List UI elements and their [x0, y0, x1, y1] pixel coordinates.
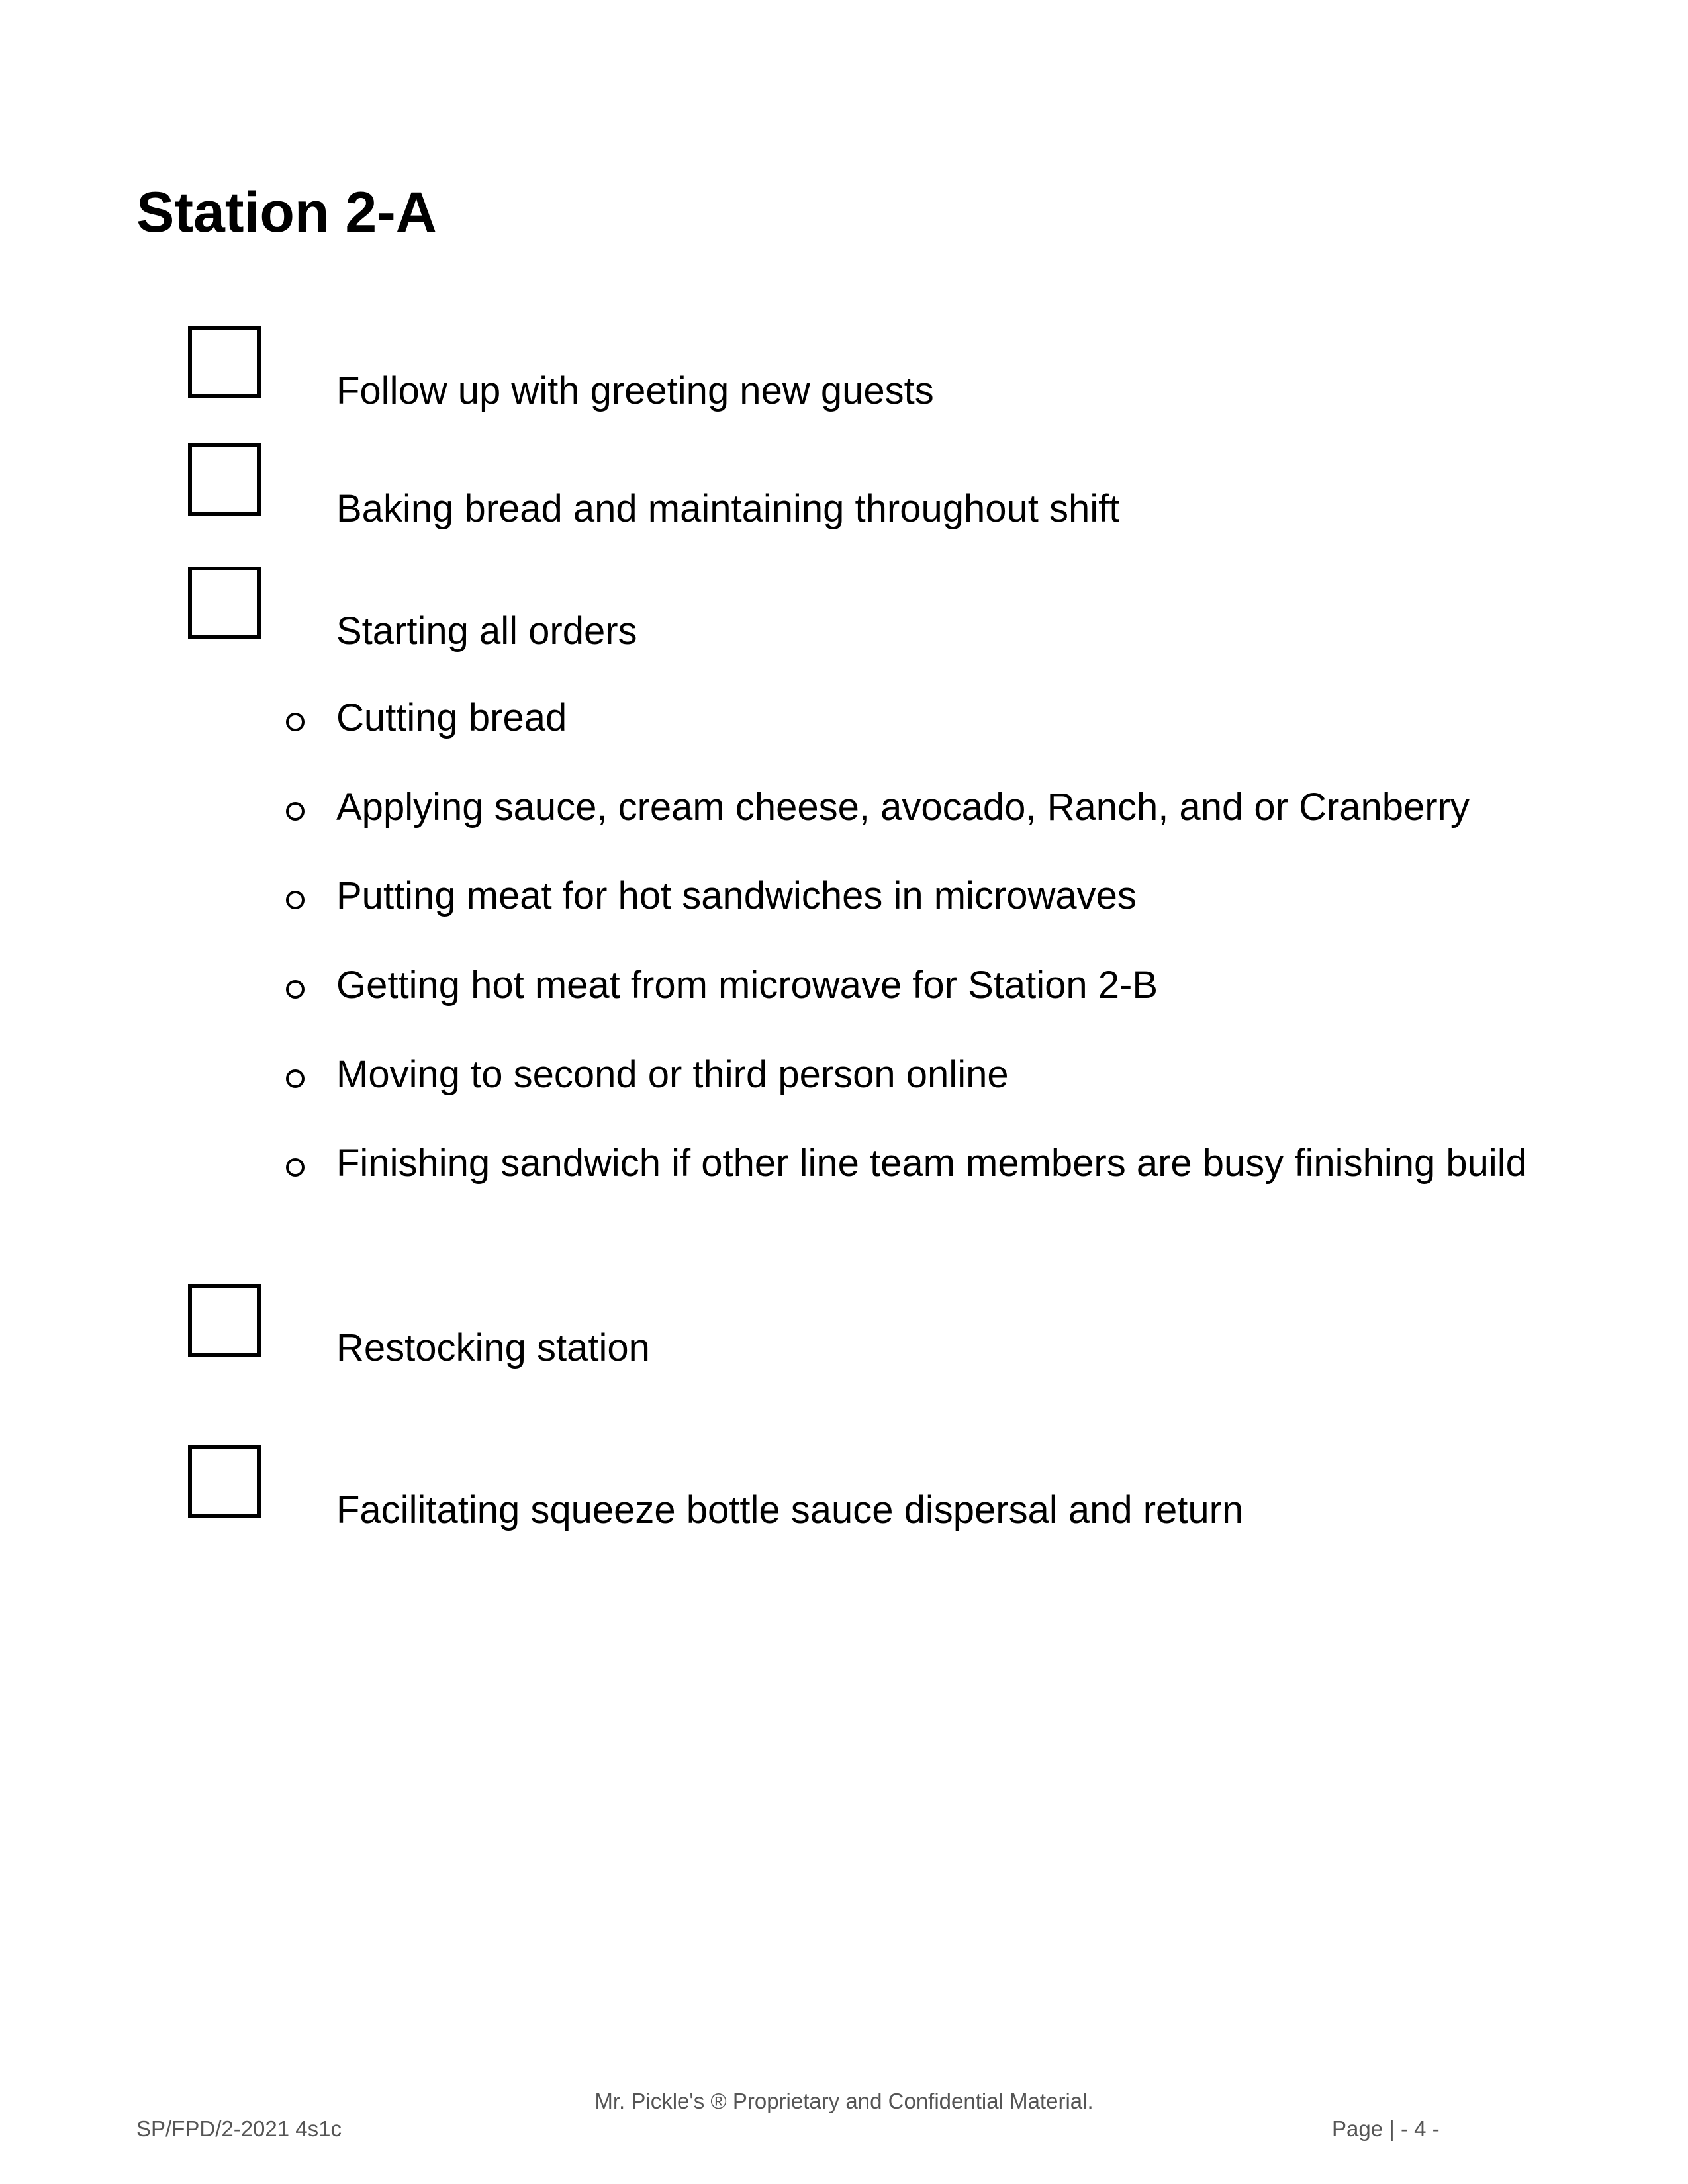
bullet-icon: [286, 713, 305, 731]
task-label-squeeze-bottle: Facilitating squeeze bottle sauce dispersal and return: [336, 1488, 1244, 1531]
task-checkbox-squeeze-bottle[interactable]: [188, 1445, 261, 1518]
bullet-icon: [286, 802, 305, 821]
task-checkbox-starting-orders[interactable]: [188, 567, 261, 639]
footer-confidential-notice: Mr. Pickle's ® Proprietary and Confidential Material.: [594, 2089, 1094, 2113]
task-checkbox-baking-bread[interactable]: [188, 443, 261, 516]
task-label-greeting: Follow up with greeting new guests: [336, 369, 934, 412]
task-checkbox-greeting[interactable]: [188, 326, 261, 398]
task-label-restocking: Restocking station: [336, 1326, 650, 1369]
page-title: Station 2-A: [136, 181, 437, 244]
bullet-icon: [286, 980, 305, 999]
footer-doc-code: SP/FPD/2-2021 4s1c: [136, 2116, 342, 2141]
bullet-icon: [286, 1158, 305, 1177]
subitem-applying-sauce: Applying sauce, cream cheese, avocado, Ranch, and or Cranberry: [336, 786, 1470, 829]
task-checkbox-restocking[interactable]: [188, 1284, 261, 1357]
bullet-icon: [286, 1069, 305, 1088]
bullet-icon: [286, 891, 305, 909]
footer-page-number: Page | - 4 -: [1332, 2116, 1440, 2141]
subitem-hot-meat-station-2b: Getting hot meat from microwave for Station 2-B: [336, 964, 1158, 1007]
subitem-meat-microwaves: Putting meat for hot sandwiches in microwaves: [336, 874, 1137, 917]
subitem-finishing-sandwich: Finishing sandwich if other line team members are busy finishing build: [336, 1142, 1527, 1185]
task-label-starting-orders: Starting all orders: [336, 610, 637, 653]
subitem-moving-second-third: Moving to second or third person online: [336, 1053, 1009, 1096]
subitem-cutting-bread: Cutting bread: [336, 696, 567, 739]
task-label-baking-bread: Baking bread and maintaining throughout shift: [336, 487, 1120, 530]
